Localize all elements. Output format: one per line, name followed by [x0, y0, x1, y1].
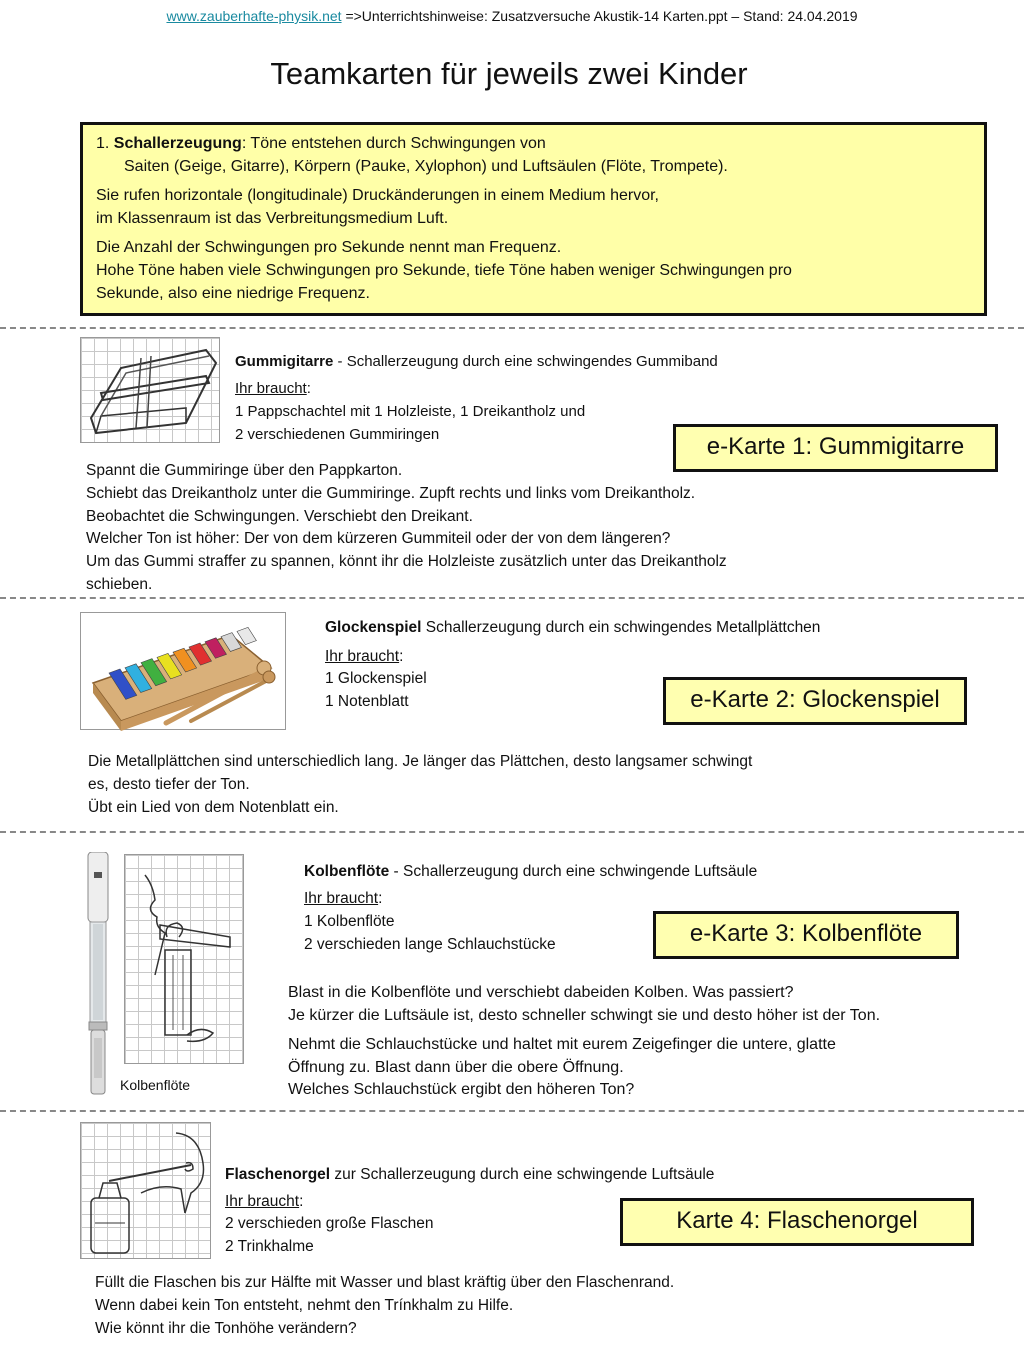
bottle-organ-sketch — [80, 1122, 211, 1259]
card4-text-1: Füllt die Flaschen bis zur Hälfte mit Wasser und blast kräftig über den Flaschenrand. — [95, 1274, 675, 1291]
card4-text-2: Wenn dabei kein Ton entsteht, nehmt den Trínkhalm zu Hilfe. — [95, 1297, 514, 1314]
card1-text-1: Spannt die Gummiringe über den Pappkarton. — [86, 462, 403, 479]
card4-text-3: Wie könnt ihr die Tonhöhe verändern? — [95, 1320, 357, 1337]
intro-p2-line-1: Sie rufen horizontale (longitudinale) Druckänderungen in einem Medium hervor, — [96, 187, 659, 204]
card3-heading: Kolbenflöte - Schallerzeugung durch eine schwingende Luftsäule — [304, 863, 758, 880]
intro-line-2: Saiten (Geige, Gitarre), Körpern (Pauke, Xylophon) und Luftsäulen (Flöte, Trompete). — [124, 158, 728, 175]
card3-label: e-Karte 3: Kolbenflöte — [653, 911, 959, 959]
intro-p3-line-2: Hohe Töne haben viele Schwingungen pro Sekunde, tiefe Töne haben weniger Schwingungen pro — [96, 262, 792, 279]
card2-label: e-Karte 2: Glockenspiel — [663, 677, 967, 725]
card4-item-1: 2 verschieden große Flaschen — [225, 1215, 434, 1232]
card3-text-3: Nehmt die Schlauchstücke und haltet mit eurem Zeigefinger die untere, glatte — [288, 1036, 836, 1053]
card3-needs-label: Ihr braucht: — [304, 890, 383, 907]
card4-heading: Flaschenorgel zur Schallerzeugung durch eine schwingende Luftsäule — [225, 1166, 715, 1183]
card4-label: Karte 4: Flaschenorgel — [620, 1198, 974, 1246]
divider — [0, 597, 1024, 599]
intro-p3-line-3: Sekunde, also eine niedrige Frequenz. — [96, 285, 370, 302]
card2-item-2: 1 Notenblatt — [325, 693, 409, 710]
flute-player-sketch — [124, 854, 244, 1064]
glockenspiel-photo — [80, 612, 286, 730]
divider — [0, 327, 1024, 329]
card4-item-2: 2 Trinkhalme — [225, 1238, 314, 1255]
card1-label: e-Karte 1: Gummigitarre — [673, 424, 998, 472]
card1-text-3: Beobachtet die Schwingungen. Verschiebt den Dreikant. — [86, 508, 473, 525]
card1-text-5: Um das Gummi straffer zu spannen, könnt ihr die Holzleiste zusätzlich unter das Dreikantholz — [86, 553, 727, 570]
page-title: Teamkarten für jeweils zwei Kinder — [270, 56, 748, 91]
card1-text-6: schieben. — [86, 576, 153, 593]
card3-text-4: Öffnung zu. Blast dann über die obere Öffnung. — [288, 1059, 624, 1076]
card1-needs-label: Ihr braucht: — [235, 380, 311, 397]
slide-whistle-photo — [84, 852, 112, 1100]
intro-line-1: 1. Schallerzeugung: Töne entstehen durch Schwingungen von — [96, 135, 546, 152]
card2-needs-label: Ihr braucht: — [325, 648, 404, 665]
card3-text-2: Je kürzer die Luftsäule ist, desto schneller schwingt sie und desto höher ist der Ton. — [288, 1007, 881, 1024]
intro-p2-line-2: im Klassenraum ist das Verbreitungsmedium Luft. — [96, 210, 449, 227]
header-info: =>Unterrichtshinweise: Zusatzversuche Akustik-14 Karten.ppt – Stand: 24.04.2019 — [341, 8, 858, 24]
card1-item-1: 1 Pappschachtel mit 1 Holzleiste, 1 Dreikantholz und — [235, 403, 586, 420]
card3-item-2: 2 verschieden lange Schlauchstücke — [304, 936, 556, 953]
card1-item-2: 2 verschiedenen Gummiringen — [235, 426, 440, 443]
card3-item-1: 1 Kolbenflöte — [304, 913, 395, 930]
flute-caption: Kolbenflöte — [120, 1077, 191, 1093]
intro-p3-line-1: Die Anzahl der Schwingungen pro Sekunde nennt man Frequenz. — [96, 239, 562, 256]
card1-text-4: Welcher Ton ist höher: Der von dem kürzeren Gummiteil oder der von dem längeren? — [86, 530, 671, 547]
card1-heading: Gummigitarre - Schallerzeugung durch eine schwingendes Gummiband — [235, 353, 718, 370]
card1-text-2: Schiebt das Dreikantholz unter die Gummiringe. Zupft rechts und links vom Dreikantholz. — [86, 485, 696, 502]
card2-item-1: 1 Glockenspiel — [325, 670, 427, 687]
rubber-guitar-sketch — [80, 337, 220, 443]
card2-text-1: Die Metallplättchen sind unterschiedlich lang. Je länger das Plättchen, desto langsamer schwingt — [88, 753, 753, 770]
card3-text-1: Blast in die Kolbenflöte und verschiebt dabeiden Kolben. Was passiert? — [288, 984, 794, 1001]
card3-text-5: Welches Schlauchstück ergibt den höheren Ton? — [288, 1081, 635, 1098]
intro-box — [80, 122, 987, 316]
divider — [0, 1110, 1024, 1112]
divider — [0, 831, 1024, 833]
website-link[interactable]: www.zauberhafte-physik.net — [166, 8, 342, 24]
page-header — [0, 8, 1024, 24]
card2-heading: Glockenspiel Schallerzeugung durch ein schwingendes Metallplättchen — [325, 619, 821, 636]
card2-text-2: es, desto tiefer der Ton. — [88, 776, 250, 793]
card2-text-3: Übt ein Lied von dem Notenblatt ein. — [88, 799, 339, 816]
card4-needs-label: Ihr braucht: — [225, 1193, 304, 1210]
intro-heading: Schallerzeugung — [113, 135, 242, 152]
